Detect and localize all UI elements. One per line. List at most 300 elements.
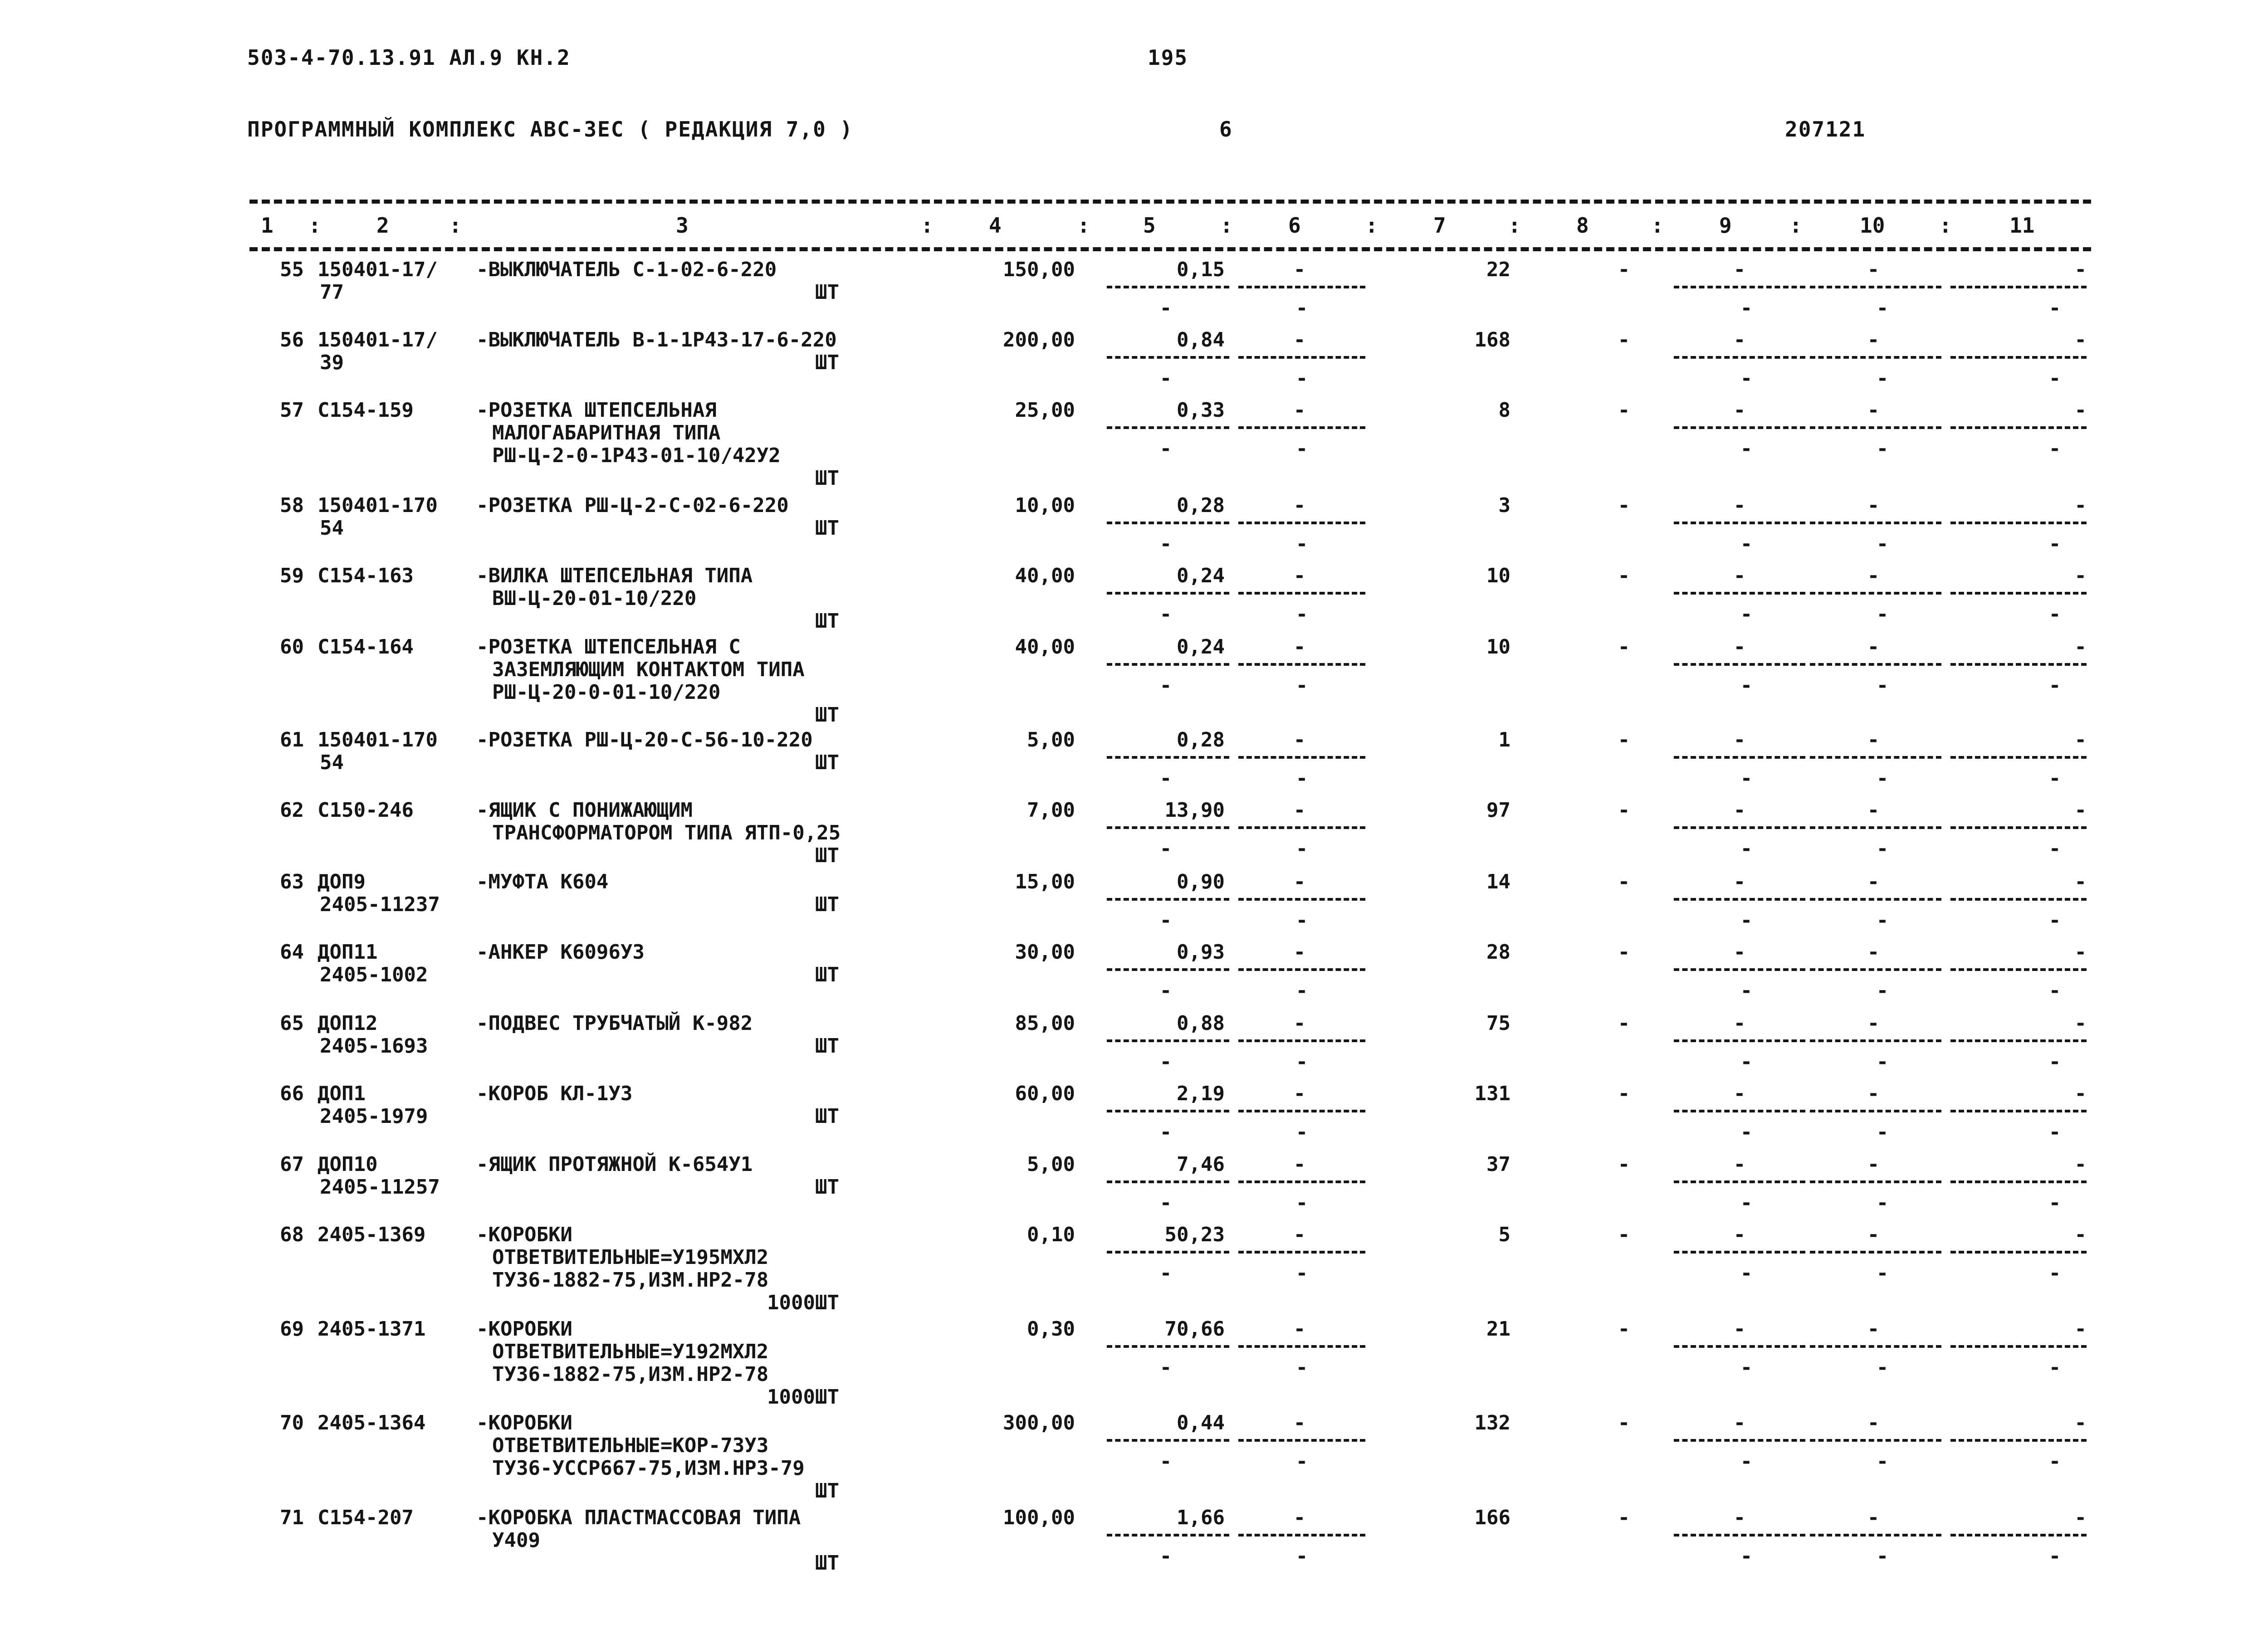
col6-value: - xyxy=(1293,728,1306,751)
item-name: РШ-Ц-2-0-1Р43-01-10/42У2 xyxy=(492,444,781,467)
col10-value: - xyxy=(1867,1506,1880,1529)
col9-value: - xyxy=(1733,258,1746,281)
subtotal-dash xyxy=(1107,356,1229,359)
item-name: -АНКЕР К6096У3 xyxy=(476,941,645,964)
col10-value: - xyxy=(1867,1317,1880,1341)
item-code: 150401-17/ xyxy=(318,258,438,281)
sub-mark: - xyxy=(1295,1356,1308,1379)
sub-mark: - xyxy=(1876,437,1889,460)
sub-mark: - xyxy=(2048,603,2061,626)
col4-value: 85,00 xyxy=(1015,1012,1075,1035)
col-header-9: 9 xyxy=(1719,213,1732,238)
subtotal-dash xyxy=(1674,898,1805,901)
subtotal-dash xyxy=(1674,1110,1805,1112)
subtotal-dash xyxy=(1238,663,1365,666)
col7-value: 37 xyxy=(1486,1153,1510,1176)
subtotal-dash xyxy=(1107,898,1229,901)
col6-value: - xyxy=(1293,1153,1306,1176)
col9-value: - xyxy=(1733,728,1746,751)
sub-mark: - xyxy=(1876,979,1889,1002)
subtotal-dash xyxy=(1810,968,1941,971)
item-code: ДОП10 xyxy=(318,1153,378,1176)
item-name: -КОРОБ КЛ-1У3 xyxy=(476,1082,633,1105)
sub-mark: - xyxy=(1159,767,1172,790)
sub-mark: - xyxy=(1876,1262,1889,1285)
sub-mark: - xyxy=(2048,437,2061,460)
sub-mark: - xyxy=(1295,979,1308,1002)
col5-value: 0,24 xyxy=(1177,564,1225,587)
subtotal-dash xyxy=(1950,426,2087,429)
sub-mark: - xyxy=(1740,367,1753,390)
subtotal-dash xyxy=(1107,968,1229,971)
col11-value: - xyxy=(2074,1153,2087,1176)
col4-value: 5,00 xyxy=(1027,728,1075,751)
col6-value: - xyxy=(1293,1082,1306,1105)
sub-mark: - xyxy=(1295,297,1308,320)
unit: ШТ xyxy=(815,610,839,633)
item-code: С154-159 xyxy=(318,399,414,422)
sub-mark: - xyxy=(2048,909,2061,932)
sub-mark: - xyxy=(1876,367,1889,390)
col4-value: 25,00 xyxy=(1015,399,1075,422)
col8-value: - xyxy=(1618,328,1630,351)
sub-mark: - xyxy=(1740,1262,1753,1285)
item-code: С150-246 xyxy=(318,799,414,822)
col8-value: - xyxy=(1618,635,1630,658)
sub-mark: - xyxy=(1876,909,1889,932)
subtotal-dash xyxy=(1107,826,1229,829)
col9-value: - xyxy=(1733,564,1746,587)
col6-value: - xyxy=(1293,399,1306,422)
col10-value: - xyxy=(1867,1223,1880,1246)
subtotal-dash xyxy=(1950,1180,2087,1183)
item-code: С154-207 xyxy=(318,1506,414,1529)
subtotal-dash xyxy=(1810,1110,1941,1112)
subtotal-dash xyxy=(1107,522,1229,524)
sub-mark: - xyxy=(1159,437,1172,460)
subtotal-dash xyxy=(1950,1110,2087,1112)
col4-value: 7,00 xyxy=(1027,799,1075,822)
col4-value: 100,00 xyxy=(1003,1506,1075,1529)
col7-value: 10 xyxy=(1486,564,1510,587)
program-title: ПРОГРАММНЫЙ КОМПЛЕКС АВС-3ЕС ( РЕДАКЦИЯ 7,0 ) xyxy=(247,117,854,141)
subtotal-dash xyxy=(1674,1345,1805,1348)
col8-value: - xyxy=(1618,1012,1630,1035)
sub-mark: - xyxy=(1740,1450,1753,1473)
unit: 1000ШТ xyxy=(767,1385,839,1409)
item-name: ТУ36-1882-75,ИЗМ.НР2-78 xyxy=(492,1363,769,1386)
item-name: -РОЗЕТКА ШТЕПСЕЛЬНАЯ xyxy=(476,399,717,422)
sub-mark: - xyxy=(1876,1356,1889,1379)
col9-value: - xyxy=(1733,1223,1746,1246)
item-code: ДОП12 xyxy=(318,1012,378,1035)
col-header-8: 8 xyxy=(1576,213,1589,238)
subtotal-dash xyxy=(1810,1439,1941,1442)
item-code: 54 xyxy=(320,517,344,540)
col8-value: - xyxy=(1618,564,1630,587)
sub-mark: - xyxy=(1876,1450,1889,1473)
sub-mark: - xyxy=(2048,532,2061,556)
col7-value: 3 xyxy=(1498,494,1510,517)
sub-mark: - xyxy=(1876,1191,1889,1215)
item-name: РШ-Ц-20-0-01-10/220 xyxy=(492,681,721,704)
col9-value: - xyxy=(1733,1012,1746,1035)
subtotal-dash xyxy=(1238,356,1365,359)
col11-value: - xyxy=(2074,1223,2087,1246)
subtotal-dash xyxy=(1107,1439,1229,1442)
col-header-4: 4 xyxy=(989,213,1002,238)
col6-value: - xyxy=(1293,1012,1306,1035)
subtotal-dash xyxy=(1674,592,1805,595)
col7-value: 28 xyxy=(1486,941,1510,964)
item-name: ТРАНСФОРМАТОРОМ ТИПА ЯТП-0,25 xyxy=(492,821,841,844)
col4-value: 40,00 xyxy=(1015,564,1075,587)
col11-value: - xyxy=(2074,258,2087,281)
item-name: -РОЗЕТКА ШТЕПСЕЛЬНАЯ С xyxy=(476,635,741,658)
col5-value: 0,90 xyxy=(1177,870,1225,893)
row-number: 65 xyxy=(280,1012,304,1035)
subtotal-dash xyxy=(1238,826,1365,829)
col4-value: 10,00 xyxy=(1015,494,1075,517)
col11-value: - xyxy=(2074,635,2087,658)
unit: ШТ xyxy=(815,1034,839,1058)
subtotal-dash xyxy=(1950,898,2087,901)
col5-value: 0,88 xyxy=(1177,1012,1225,1035)
col8-value: - xyxy=(1618,1317,1630,1341)
col-separator: : xyxy=(921,213,934,238)
subtotal-dash xyxy=(1107,286,1229,288)
subtotal-dash xyxy=(1238,1039,1365,1042)
col10-value: - xyxy=(1867,1411,1880,1434)
col11-value: - xyxy=(2074,1506,2087,1529)
item-name: -РОЗЕТКА РШ-Ц-20-С-56-10-220 xyxy=(476,728,813,751)
subtotal-dash xyxy=(1674,1251,1805,1254)
sub-mark: - xyxy=(2048,979,2061,1002)
subtotal-dash xyxy=(1238,968,1365,971)
subtotal-dash xyxy=(1950,1039,2087,1042)
col9-value: - xyxy=(1733,941,1746,964)
col7-value: 5 xyxy=(1498,1223,1510,1246)
col10-value: - xyxy=(1867,328,1880,351)
sub-mark: - xyxy=(2048,1450,2061,1473)
row-number: 64 xyxy=(280,941,304,964)
code-right: 207121 xyxy=(1785,117,1866,141)
col10-value: - xyxy=(1867,564,1880,587)
col5-value: 50,23 xyxy=(1164,1223,1225,1246)
unit: ШТ xyxy=(815,281,839,304)
col5-value: 7,46 xyxy=(1177,1153,1225,1176)
col-header-2: 2 xyxy=(376,213,389,238)
item-name: -ВЫКЛЮЧАТЕЛЬ С-1-02-6-220 xyxy=(476,258,777,281)
col10-value: - xyxy=(1867,494,1880,517)
col5-value: 0,84 xyxy=(1177,328,1225,351)
subtotal-dash xyxy=(1810,1180,1941,1183)
col9-value: - xyxy=(1733,1082,1746,1105)
col-separator: : xyxy=(1651,213,1664,238)
col11-value: - xyxy=(2074,1082,2087,1105)
subtotal-dash xyxy=(1674,426,1805,429)
col8-value: - xyxy=(1618,1082,1630,1105)
subtotal-dash xyxy=(1674,1180,1805,1183)
col4-value: 300,00 xyxy=(1003,1411,1075,1434)
col9-value: - xyxy=(1733,399,1746,422)
col8-value: - xyxy=(1618,258,1630,281)
sub-mark: - xyxy=(1295,532,1308,556)
sub-mark: - xyxy=(1295,1545,1308,1568)
col7-value: 22 xyxy=(1486,258,1510,281)
col-separator: : xyxy=(1939,213,1952,238)
subtotal-dash xyxy=(1107,426,1229,429)
subtotal-dash xyxy=(1810,592,1941,595)
sub-mark: - xyxy=(1740,674,1753,697)
sub-mark: - xyxy=(1876,1050,1889,1073)
col5-value: 0,28 xyxy=(1177,728,1225,751)
col6-value: - xyxy=(1293,1411,1306,1434)
item-code: 2405-1369 xyxy=(318,1223,426,1246)
sub-mark: - xyxy=(1740,767,1753,790)
item-name: ВШ-Ц-20-01-10/220 xyxy=(492,587,697,610)
col7-value: 97 xyxy=(1486,799,1510,822)
subtotal-dash xyxy=(1674,826,1805,829)
col4-value: 0,10 xyxy=(1027,1223,1075,1246)
col4-value: 30,00 xyxy=(1015,941,1075,964)
col11-value: - xyxy=(2074,799,2087,822)
col6-value: - xyxy=(1293,1317,1306,1341)
item-code: С154-164 xyxy=(318,635,414,658)
subtotal-dash xyxy=(1810,1345,1941,1348)
col-header-5: 5 xyxy=(1143,213,1156,238)
col-separator: : xyxy=(1789,213,1802,238)
col11-value: - xyxy=(2074,328,2087,351)
col5-value: 0,24 xyxy=(1177,635,1225,658)
col6-value: - xyxy=(1293,1223,1306,1246)
sub-mark: - xyxy=(1876,1121,1889,1144)
col10-value: - xyxy=(1867,941,1880,964)
sub-mark: - xyxy=(1740,437,1753,460)
col10-value: - xyxy=(1867,728,1880,751)
col11-value: - xyxy=(2074,941,2087,964)
row-number: 61 xyxy=(280,728,304,751)
row-number: 67 xyxy=(280,1153,304,1176)
col8-value: - xyxy=(1618,494,1630,517)
col10-value: - xyxy=(1867,799,1880,822)
item-code: 2405-1979 xyxy=(320,1105,428,1128)
subtotal-dash xyxy=(1674,968,1805,971)
row-number: 69 xyxy=(280,1317,304,1341)
col4-value: 200,00 xyxy=(1003,328,1075,351)
sub-mark: - xyxy=(1295,1450,1308,1473)
item-name: ОТВЕТВИТЕЛЬНЫЕ=У192МХЛ2 xyxy=(492,1340,769,1363)
row-number: 59 xyxy=(280,564,304,587)
col4-value: 5,00 xyxy=(1027,1153,1075,1176)
subtotal-dash xyxy=(1950,826,2087,829)
item-name: -ПОДВЕС ТРУБЧАТЫЙ К-982 xyxy=(476,1012,753,1035)
subtotal-dash xyxy=(1107,592,1229,595)
col7-value: 14 xyxy=(1486,870,1510,893)
subtotal-dash xyxy=(1107,663,1229,666)
subtotal-dash xyxy=(1674,663,1805,666)
sub-mark: - xyxy=(1876,837,1889,860)
sub-mark: - xyxy=(1159,837,1172,860)
subtotal-dash xyxy=(1674,756,1805,759)
item-name: ОТВЕТВИТЕЛЬНЫЕ=У195МХЛ2 xyxy=(492,1246,769,1269)
sub-mark: - xyxy=(1295,603,1308,626)
sheet-number: 6 xyxy=(1219,117,1233,141)
col6-value: - xyxy=(1293,328,1306,351)
col5-value: 0,44 xyxy=(1177,1411,1225,1434)
subtotal-dash xyxy=(1810,1039,1941,1042)
subtotal-dash xyxy=(1810,522,1941,524)
item-name: -ЯЩИК С ПОНИЖАЮЩИМ xyxy=(476,799,693,822)
unit: ШТ xyxy=(815,517,839,540)
col-header-7: 7 xyxy=(1433,213,1446,238)
item-code: ДОП11 xyxy=(318,941,378,964)
item-name: -ВИЛКА ШТЕПСЕЛЬНАЯ ТИПА xyxy=(476,564,753,587)
col10-value: - xyxy=(1867,1153,1880,1176)
subtotal-dash xyxy=(1238,756,1365,759)
col6-value: - xyxy=(1293,564,1306,587)
sub-mark: - xyxy=(1159,1450,1172,1473)
subtotal-dash xyxy=(1674,356,1805,359)
item-name: У409 xyxy=(492,1529,540,1552)
subtotal-dash xyxy=(1950,1251,2087,1254)
item-name: ЗАЗЕМЛЯЮЩИМ КОНТАКТОМ ТИПА xyxy=(492,658,805,681)
sub-mark: - xyxy=(1295,437,1308,460)
col11-value: - xyxy=(2074,564,2087,587)
row-number: 62 xyxy=(280,799,304,822)
col-separator: : xyxy=(449,213,462,238)
item-code: 150401-170 xyxy=(318,494,438,517)
sub-mark: - xyxy=(1159,1262,1172,1285)
item-code: 2405-11237 xyxy=(320,893,440,916)
sub-mark: - xyxy=(1295,837,1308,860)
sub-mark: - xyxy=(1740,1191,1753,1215)
sub-mark: - xyxy=(1740,1050,1753,1073)
col9-value: - xyxy=(1733,1153,1746,1176)
item-name: -КОРОБКИ xyxy=(476,1223,572,1246)
unit: ШТ xyxy=(815,703,839,727)
sub-mark: - xyxy=(2048,1262,2061,1285)
subtotal-dash xyxy=(1238,1345,1365,1348)
col9-value: - xyxy=(1733,635,1746,658)
col9-value: - xyxy=(1733,799,1746,822)
col10-value: - xyxy=(1867,258,1880,281)
subtotal-dash xyxy=(1674,1439,1805,1442)
col10-value: - xyxy=(1867,399,1880,422)
unit: ШТ xyxy=(815,963,839,986)
sub-mark: - xyxy=(1295,767,1308,790)
col11-value: - xyxy=(2074,1411,2087,1434)
col8-value: - xyxy=(1618,1411,1630,1434)
subtotal-dash xyxy=(1674,286,1805,288)
col8-value: - xyxy=(1618,799,1630,822)
col-header-10: 10 xyxy=(1860,213,1885,238)
row-number: 68 xyxy=(280,1223,304,1246)
subtotal-dash xyxy=(1810,1251,1941,1254)
col7-value: 166 xyxy=(1474,1506,1510,1529)
unit: ШТ xyxy=(815,751,839,774)
item-code: 2405-1693 xyxy=(320,1034,428,1058)
sub-mark: - xyxy=(2048,367,2061,390)
sub-mark: - xyxy=(2048,1191,2061,1215)
subtotal-dash xyxy=(1238,286,1365,288)
subtotal-dash xyxy=(1107,756,1229,759)
col4-value: 60,00 xyxy=(1015,1082,1075,1105)
subtotal-dash xyxy=(1238,1180,1365,1183)
subtotal-dash xyxy=(1810,356,1941,359)
col-header-6: 6 xyxy=(1288,213,1301,238)
col9-value: - xyxy=(1733,494,1746,517)
col-header-3: 3 xyxy=(676,213,689,238)
sub-mark: - xyxy=(1159,603,1172,626)
subtotal-dash xyxy=(1810,826,1941,829)
sub-mark: - xyxy=(1876,603,1889,626)
sub-mark: - xyxy=(1159,367,1172,390)
col4-value: 40,00 xyxy=(1015,635,1075,658)
col11-value: - xyxy=(2074,870,2087,893)
col8-value: - xyxy=(1618,870,1630,893)
row-number: 71 xyxy=(280,1506,304,1529)
col7-value: 8 xyxy=(1498,399,1510,422)
item-name: -КОРОБКИ xyxy=(476,1411,572,1434)
sub-mark: - xyxy=(1159,532,1172,556)
col11-value: - xyxy=(2074,399,2087,422)
sub-mark: - xyxy=(1295,1191,1308,1215)
col11-value: - xyxy=(2074,1317,2087,1341)
subtotal-dash xyxy=(1810,898,1941,901)
subtotal-dash xyxy=(1950,1345,2087,1348)
sub-mark: - xyxy=(1876,1545,1889,1568)
sub-mark: - xyxy=(2048,767,2061,790)
sub-mark: - xyxy=(1295,1050,1308,1073)
item-code: ДОП9 xyxy=(318,870,366,893)
unit: ШТ xyxy=(815,467,839,490)
item-name: -КОРОБКА ПЛАСТМАССОВАЯ ТИПА xyxy=(476,1506,801,1529)
col6-value: - xyxy=(1293,635,1306,658)
sub-mark: - xyxy=(1876,297,1889,320)
unit: ШТ xyxy=(815,351,839,374)
col8-value: - xyxy=(1618,728,1630,751)
subtotal-dash xyxy=(1674,522,1805,524)
sub-mark: - xyxy=(1295,909,1308,932)
item-code: 2405-1364 xyxy=(318,1411,426,1434)
sub-mark: - xyxy=(2048,1356,2061,1379)
sub-mark: - xyxy=(1740,297,1753,320)
item-code: 2405-11257 xyxy=(320,1176,440,1199)
sub-mark: - xyxy=(1876,767,1889,790)
col-separator: : xyxy=(1365,213,1378,238)
unit: ШТ xyxy=(815,893,839,916)
item-code: 54 xyxy=(320,751,344,774)
col10-value: - xyxy=(1867,1082,1880,1105)
col5-value: 70,66 xyxy=(1164,1317,1225,1341)
sub-mark: - xyxy=(1740,1121,1753,1144)
col8-value: - xyxy=(1618,1223,1630,1246)
subtotal-dash xyxy=(1107,1251,1229,1254)
item-name: МАЛОГАБАРИТНАЯ ТИПА xyxy=(492,421,721,444)
col9-value: - xyxy=(1733,1506,1746,1529)
item-name: -МУФТА К604 xyxy=(476,870,609,893)
col7-value: 75 xyxy=(1486,1012,1510,1035)
sub-mark: - xyxy=(1740,979,1753,1002)
subtotal-dash xyxy=(1950,756,2087,759)
item-code: 2405-1371 xyxy=(318,1317,426,1341)
col8-value: - xyxy=(1618,399,1630,422)
col-separator: : xyxy=(1220,213,1233,238)
item-code: 77 xyxy=(320,281,344,304)
subtotal-dash xyxy=(1810,426,1941,429)
sub-mark: - xyxy=(2048,674,2061,697)
